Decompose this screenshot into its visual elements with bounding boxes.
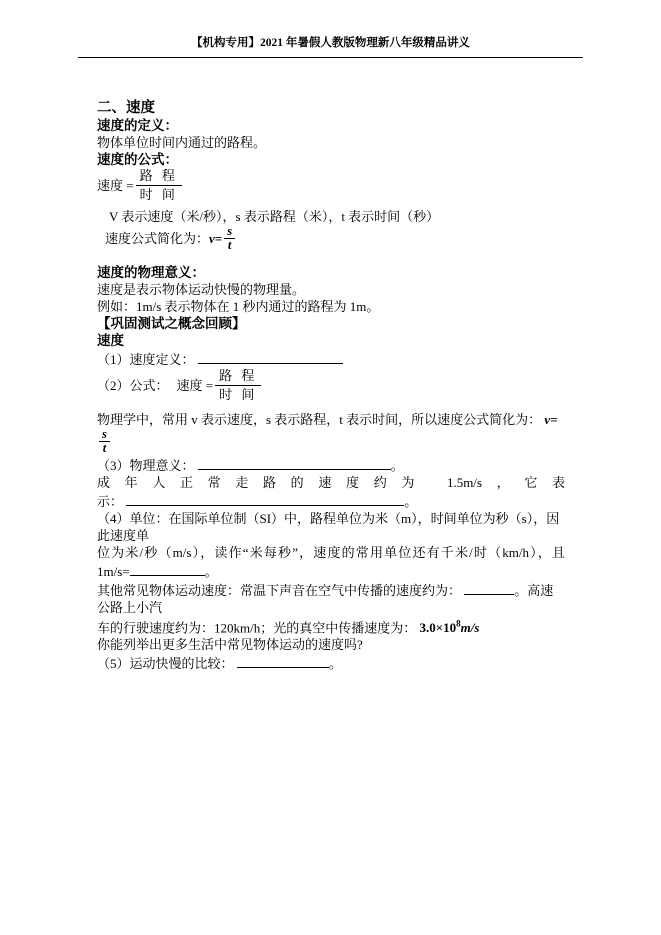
variables-line: V 表示速度（米/秒），s 表示路程（米），t 表示时间（秒） bbox=[109, 209, 440, 224]
light-speed-unit: m/s bbox=[460, 620, 480, 636]
fraction-numerator: s bbox=[224, 225, 235, 239]
answer-blank bbox=[198, 349, 343, 364]
answer-blank bbox=[130, 561, 205, 576]
common-speeds-line-1 bbox=[97, 580, 565, 616]
common-speeds-line-2 bbox=[97, 616, 565, 636]
fraction bbox=[136, 168, 182, 203]
review-subheading: 速度 bbox=[97, 333, 124, 348]
simplified-label: 速度公式简化为： bbox=[105, 231, 210, 246]
question-2-label: （2）公式： bbox=[97, 378, 169, 393]
header-title: 【机构专用】2021 年暑假人教版物理新八年级精品讲义 bbox=[191, 37, 470, 49]
question-4-line-3 bbox=[97, 561, 565, 580]
example-text: 例如：1m/s 表示物体在 1 秒内通过的路程为 1m。 bbox=[97, 299, 380, 314]
formula-v: v bbox=[209, 231, 215, 246]
answer-blank bbox=[464, 580, 514, 595]
section-title: 二、速度 bbox=[97, 100, 155, 116]
fraction-s-over-t bbox=[224, 225, 235, 252]
line-prefix: 车的行驶速度约为：120km/h；光的真空中传播速度为： bbox=[97, 620, 417, 636]
light-speed-base: 3.0×10 bbox=[419, 620, 457, 636]
question-3-label: （3）物理意义： bbox=[97, 458, 195, 473]
question-1 bbox=[97, 349, 565, 368]
line-prefix: 示： bbox=[97, 494, 124, 509]
definition-heading: 速度的定义： bbox=[97, 118, 178, 133]
fraction-numerator: 路 程 bbox=[136, 168, 182, 186]
question-4-line-2: 位为米/秒（m/s），读作“米每秒”，速度的常用单位还有千米/时（km/h），且 bbox=[97, 545, 565, 560]
answer-blank bbox=[237, 653, 329, 668]
period: 。 bbox=[390, 458, 404, 473]
speed-formula bbox=[97, 168, 565, 203]
period: 。 bbox=[404, 494, 418, 509]
fraction-numerator: 路 程 bbox=[215, 368, 261, 386]
fraction-numerator: s bbox=[99, 428, 110, 442]
formula-lhs: 速度 = bbox=[176, 378, 214, 393]
answer-blank bbox=[198, 455, 391, 470]
more-examples-question: 你能列举出更多生活中常见物体运动的速度吗? bbox=[97, 637, 363, 653]
page-header bbox=[78, 36, 583, 58]
fraction-denominator: t bbox=[227, 238, 232, 252]
period: 。 bbox=[328, 656, 342, 672]
simplified-formula-line bbox=[97, 225, 565, 252]
fraction-denominator: t bbox=[102, 441, 107, 455]
formula-v: v bbox=[544, 412, 551, 427]
question-2-note bbox=[97, 411, 565, 455]
fraction-denominator: 时 间 bbox=[219, 387, 258, 402]
question-4-line-1: （4）单位：在国际单位制（SI）中，路程单位为米（m），时间单位为秒（s），因此速度单 bbox=[97, 511, 560, 543]
fraction bbox=[215, 368, 261, 403]
line-prefix: 其他常见物体运动速度：常温下声音在空气中传播的速度约为： bbox=[97, 583, 462, 598]
formula-lhs: 速度 = bbox=[97, 178, 134, 193]
formula-heading: 速度的公式： bbox=[97, 152, 178, 167]
adult-speed-line-2 bbox=[97, 491, 565, 510]
question-5-label: （5）运动快慢的比较： bbox=[97, 656, 234, 672]
formula-equals: = bbox=[550, 412, 558, 427]
fraction-s-over-t bbox=[99, 428, 110, 455]
adult-speed-line: 成年人正常走路的速度约为 1.5m/s，它表 bbox=[97, 475, 565, 490]
document-content bbox=[97, 100, 565, 672]
question-5 bbox=[97, 653, 565, 672]
question-3 bbox=[97, 455, 565, 474]
meaning-text: 速度是表示物体运动快慢的物理量。 bbox=[97, 282, 306, 297]
question-1-label: （1）速度定义： bbox=[97, 352, 195, 367]
light-speed-value bbox=[419, 620, 479, 635]
meaning-heading: 速度的物理意义： bbox=[97, 265, 205, 280]
line-prefix: 1m/s= bbox=[97, 564, 130, 579]
line-suffix: 。高速公路上小汽 bbox=[97, 583, 554, 615]
note-text: 物理学中，常用 v 表示速度，s 表示路程，t 表示时间，所以速度公式简化为： bbox=[97, 412, 542, 427]
definition-text: 物体单位时间内通过的路程。 bbox=[97, 135, 267, 150]
light-speed-exponent: 8 bbox=[456, 619, 461, 629]
review-heading: 【巩固测试之概念回顾】 bbox=[97, 316, 246, 331]
period: 。 bbox=[204, 564, 218, 579]
formula-equals: = bbox=[214, 231, 223, 246]
question-2 bbox=[97, 368, 565, 403]
answer-blank bbox=[126, 491, 404, 506]
fraction-denominator: 时 间 bbox=[139, 187, 178, 202]
